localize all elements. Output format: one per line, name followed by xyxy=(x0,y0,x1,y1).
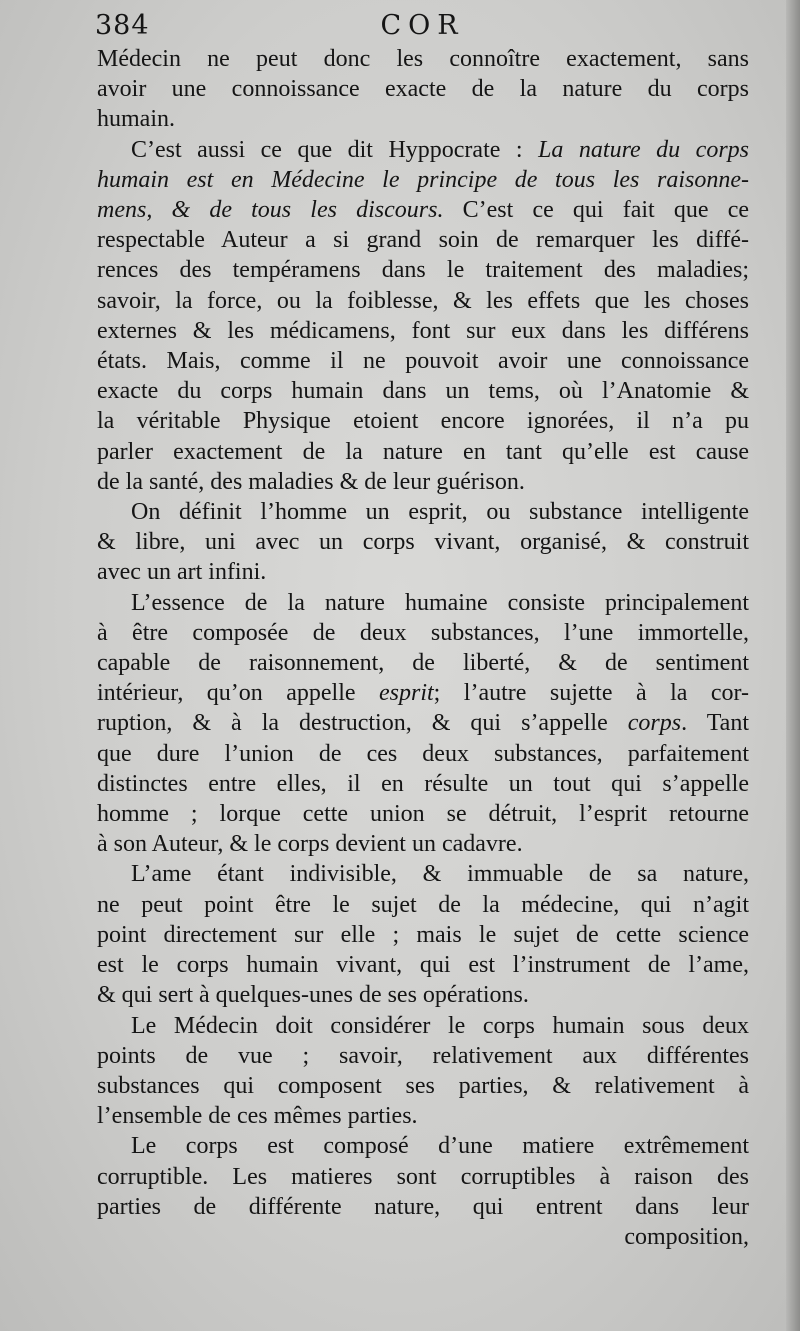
line-text: respectable Auteur a si grand soin de remarquer les diffé- xyxy=(97,227,749,254)
line-text: substances qui composent ses parties, & relativement à xyxy=(97,1072,749,1099)
line-text: que dure l’union de ces deux substances, parfaitement xyxy=(97,740,749,767)
text-line xyxy=(97,648,749,678)
text-line xyxy=(97,588,749,618)
text-line xyxy=(97,920,749,950)
line-text: . Tant xyxy=(681,710,750,737)
line-text: composition, xyxy=(624,1223,749,1250)
italic-text: corps xyxy=(627,710,682,737)
italic-text: humain est en Médecine le principe de tous les raisonne- xyxy=(97,166,749,193)
line-text: C’est aussi ce que dit Hyppocrate : xyxy=(131,136,539,163)
line-text: est le corps humain vivant, qui est l’instrument de l’ame, xyxy=(97,952,749,979)
page-edge xyxy=(786,0,800,1331)
line-text: états. Mais, comme il ne pouvoit avoir une connoissance xyxy=(97,348,749,375)
text-line xyxy=(97,1041,749,1071)
line-text: points de vue ; savoir, relativement aux différentes xyxy=(97,1042,749,1069)
italic-text: La nature du corps xyxy=(538,136,750,163)
text-line xyxy=(97,104,749,134)
text-line xyxy=(97,1101,749,1131)
line-text: intérieur, qu’on appelle xyxy=(97,680,379,707)
line-text: parties de différente nature, qui entrent dans leur xyxy=(97,1193,749,1220)
text-line xyxy=(97,890,749,920)
text-line xyxy=(97,346,749,376)
text-line xyxy=(97,255,749,285)
text-line xyxy=(97,165,749,195)
line-text: avoir une connoissance exacte de la nature du corps xyxy=(97,76,749,103)
text-line xyxy=(97,376,749,406)
text-line xyxy=(97,286,749,316)
text-line xyxy=(97,1011,749,1041)
text-line xyxy=(97,980,749,1010)
line-text: Le corps est composé d’une matiere extrêmement xyxy=(131,1133,749,1160)
text-line xyxy=(97,1071,749,1101)
line-text: à être composée de deux substances, l’une immortelle, xyxy=(97,619,749,646)
text-line xyxy=(97,467,749,497)
text-line xyxy=(97,225,749,255)
text-line xyxy=(97,859,749,889)
line-text: L’ame étant indivisible, & immuable de sa nature, xyxy=(131,861,749,888)
text-line xyxy=(97,497,749,527)
line-text: homme ; lorque cette union se détruit, l’esprit retourne xyxy=(97,801,749,828)
running-head: COR xyxy=(380,10,465,41)
line-text: ne peut point être le sujet de la médecine, qui n’agit xyxy=(97,891,749,918)
line-text: capable de raisonnement, de liberté, & de sentiment xyxy=(97,650,749,677)
line-text: externes & les médicamens, font sur eux dans les différens xyxy=(97,317,749,344)
text-line xyxy=(97,557,749,587)
body-text xyxy=(97,44,749,1252)
line-text: ruption, & à la destruction, & qui s’appelle xyxy=(97,710,628,737)
line-text: l’ensemble de ces mêmes parties. xyxy=(97,1103,418,1130)
text-line xyxy=(97,316,749,346)
page-number: 384 xyxy=(95,10,150,41)
text-line xyxy=(97,437,749,467)
line-text: avec un art infini. xyxy=(97,559,267,586)
text-line xyxy=(97,950,749,980)
line-text: L’essence de la nature humaine consiste principalement xyxy=(131,589,749,616)
line-text: exacte du corps humain dans un tems, où l’Anatomie & xyxy=(97,378,749,405)
text-line xyxy=(97,44,749,74)
text-line xyxy=(97,1162,749,1192)
text-line xyxy=(97,739,749,769)
italic-text: mens, & de tous les discours. xyxy=(97,197,444,224)
text-line xyxy=(97,678,749,708)
line-text: humain. xyxy=(97,106,175,133)
text-line xyxy=(97,527,749,557)
text-line xyxy=(97,769,749,799)
text-line xyxy=(97,799,749,829)
line-text: de la santé, des maladies & de leur guérison. xyxy=(97,468,525,495)
line-text: C’est ce qui fait que ce xyxy=(443,197,750,224)
text-line xyxy=(97,829,749,859)
line-text: Le Médecin doit considérer le corps humain sous deux xyxy=(131,1012,749,1039)
page-header xyxy=(95,10,750,44)
line-text: corruptible. Les matieres sont corruptibles à raison des xyxy=(97,1163,749,1190)
text-line xyxy=(97,406,749,436)
line-text: On définit l’homme un esprit, ou substance intelligente xyxy=(131,499,749,526)
text-line xyxy=(97,1192,749,1222)
line-text: à son Auteur, & le corps devient un cadavre. xyxy=(97,831,523,858)
line-text: ; l’autre sujette à la cor- xyxy=(433,680,749,707)
line-text: & qui sert à quelques-unes de ses opérations. xyxy=(97,982,529,1009)
line-text: rences des tempéramens dans le traitement des maladies; xyxy=(97,257,749,284)
line-text: point directement sur elle ; mais le sujet de cette science xyxy=(97,921,749,948)
text-line xyxy=(97,135,749,165)
text-line xyxy=(97,74,749,104)
text-line xyxy=(97,1222,749,1252)
line-text: parler exactement de la nature en tant qu’elle est cause xyxy=(97,438,749,465)
text-line xyxy=(97,708,749,738)
line-text: distinctes entre elles, il en résulte un tout qui s’appelle xyxy=(97,770,749,797)
line-text: savoir, la force, ou la foiblesse, & les effets que les choses xyxy=(97,287,749,314)
line-text: Médecin ne peut donc les connoître exactement, sans xyxy=(97,46,749,72)
line-text: & libre, uni avec un corps vivant, organisé, & construit xyxy=(97,529,749,556)
text-line xyxy=(97,1131,749,1161)
text-line xyxy=(97,195,749,225)
italic-text: esprit xyxy=(378,680,434,707)
text-line xyxy=(97,618,749,648)
line-text: la véritable Physique etoient encore ignorées, il n’a pu xyxy=(97,408,749,435)
